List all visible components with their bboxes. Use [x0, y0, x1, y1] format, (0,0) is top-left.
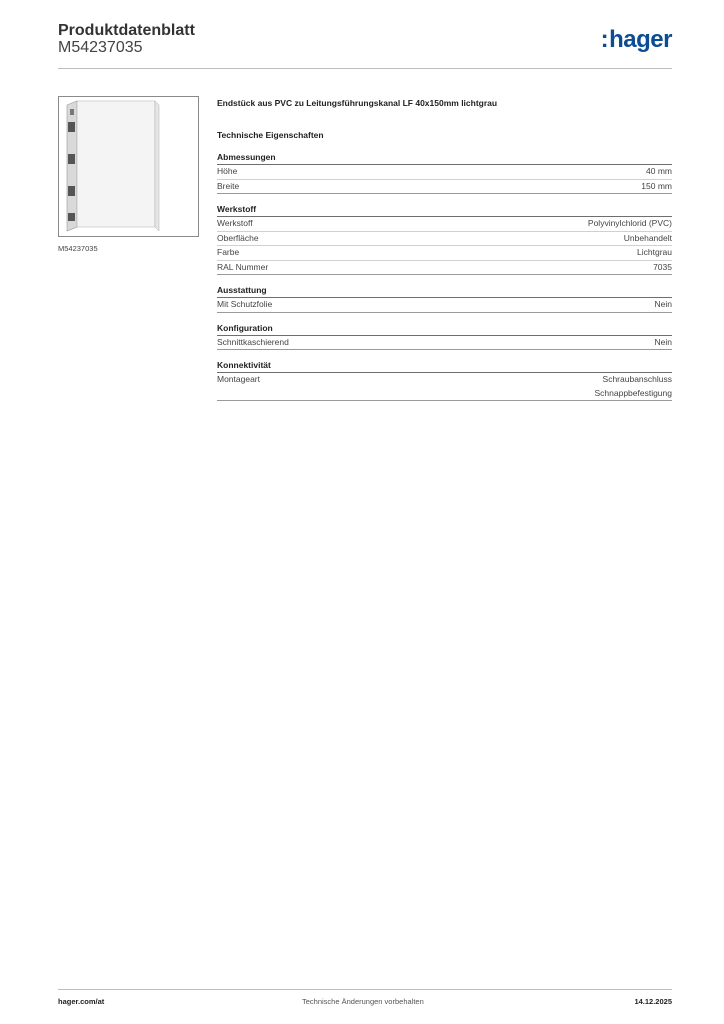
- footer-date: 14.12.2025: [634, 997, 672, 1006]
- table-row: [217, 246, 672, 261]
- row-value: 150 mm: [641, 180, 672, 191]
- footer-note: Technische Änderungen vorbehalten: [302, 997, 424, 1006]
- article-number: M54237035: [58, 39, 143, 56]
- table-row: [217, 165, 672, 180]
- row-label: Höhe: [217, 166, 238, 176]
- image-caption: M54237035: [58, 244, 98, 253]
- group-abmessungen: [217, 152, 672, 194]
- table-row: [217, 217, 672, 232]
- row-label: Werkstoff: [217, 218, 253, 228]
- table-row: [217, 336, 672, 351]
- row-label: Mit Schutzfolie: [217, 299, 273, 309]
- row-value-line: Schraubanschluss: [602, 374, 672, 384]
- footer-divider: [58, 989, 672, 990]
- footer-website: hager.com/at: [58, 997, 105, 1006]
- row-label: RAL Nummer: [217, 261, 269, 272]
- document-title: Produktdatenblatt: [58, 22, 195, 39]
- product-image: [58, 96, 199, 237]
- row-value-line: Schnappbefestigung: [594, 387, 672, 398]
- row-value: Nein: [654, 336, 672, 347]
- group-title: Konnektivität: [217, 360, 672, 373]
- group-konfiguration: [217, 323, 672, 351]
- group-ausstattung: [217, 285, 672, 313]
- table-row: [217, 298, 672, 313]
- page-header: [58, 20, 672, 68]
- group-title: Werkstoff: [217, 204, 672, 217]
- row-label: Montageart: [217, 374, 260, 384]
- product-details: [217, 96, 672, 401]
- header-divider: [58, 68, 672, 69]
- row-value: 40 mm: [646, 166, 672, 176]
- page-footer: [58, 997, 672, 1011]
- group-werkstoff: [217, 204, 672, 275]
- row-value: Nein: [654, 299, 672, 309]
- table-row: [217, 373, 672, 401]
- row-value: 7035: [653, 261, 672, 272]
- group-konnektivitaet: [217, 360, 672, 401]
- row-value: Polyvinylchlorid (PVC): [587, 218, 672, 228]
- row-label: Farbe: [217, 247, 240, 257]
- table-row: [217, 261, 672, 276]
- group-title: Ausstattung: [217, 285, 672, 298]
- section-title: Technische Eigenschaften: [217, 130, 324, 140]
- group-title: Konfiguration: [217, 323, 672, 336]
- row-value: Unbehandelt: [623, 232, 672, 243]
- row-label: Breite: [217, 180, 240, 191]
- table-row: [217, 180, 672, 195]
- hager-logo: :hager: [600, 26, 672, 53]
- group-title: Abmessungen: [217, 152, 672, 165]
- end-cap-illustration: [59, 97, 198, 236]
- table-row: [217, 232, 672, 247]
- product-description: Endstück aus PVC zu Leitungsführungskanal LF 40x150mm lichtgrau: [217, 98, 498, 108]
- row-label: Oberfläche: [217, 232, 259, 243]
- row-value: Lichtgrau: [637, 247, 672, 257]
- row-value: [594, 373, 672, 400]
- row-label: Schnittkaschierend: [217, 336, 289, 347]
